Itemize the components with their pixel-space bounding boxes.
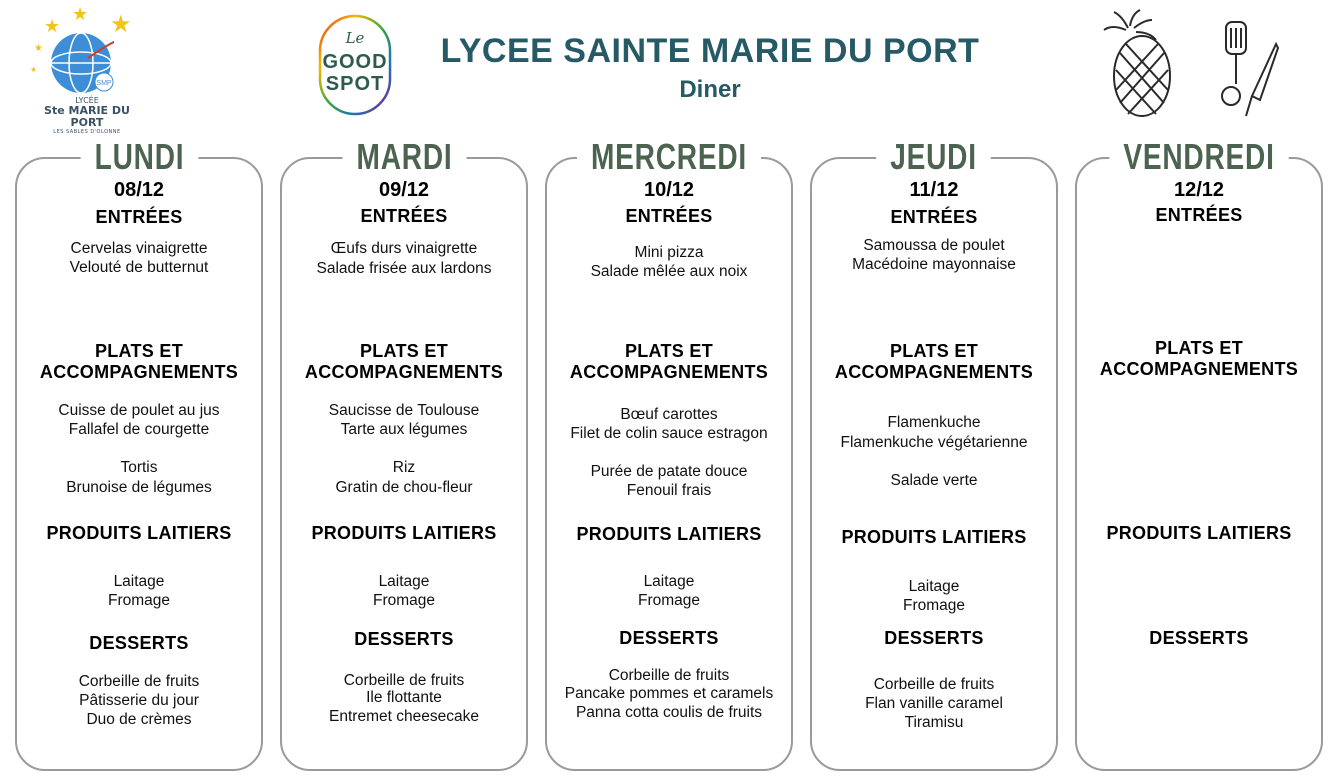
menu-item: Tarte aux légumes <box>340 421 468 438</box>
menu-item: Pancake pommes et caramels <box>564 685 774 702</box>
menu-item: Purée de patate douce <box>590 463 748 480</box>
menu-item: Ile flottante <box>366 689 442 706</box>
menu-item: Flamenkuche végétarienne <box>840 434 1028 451</box>
globe-icon <box>48 30 114 96</box>
menu-item: Tortis <box>120 459 158 476</box>
menu-item: Cervelas vinaigrette <box>70 240 208 257</box>
school-logo-line3: LES SABLES D'OLONNE <box>53 129 121 135</box>
day-card-mardi <box>280 136 528 771</box>
section-plats-line2: ACCOMPAGNEMENTS <box>834 362 1034 382</box>
section-desserts: DESSERTS <box>619 628 719 648</box>
section-plats-line2: ACCOMPAGNEMENTS <box>304 362 504 382</box>
menu-item: Laitage <box>113 573 165 590</box>
menu-item: Mini pizza <box>634 244 704 261</box>
menu-item: Velouté de butternut <box>69 259 209 276</box>
section-entrees: ENTRÉES <box>1155 205 1243 225</box>
menu-item: Brunoise de légumes <box>66 479 212 496</box>
menu-item: Macédoine mayonnaise <box>852 256 1016 273</box>
good-spot-logo <box>317 13 393 117</box>
day-date: 12/12 <box>1173 179 1225 201</box>
school-logo-line2: Ste MARIE DU PORT <box>44 104 130 129</box>
menu-item: Duo de crèmes <box>86 711 192 728</box>
section-desserts: DESSERTS <box>354 629 454 649</box>
menu-item: Saucisse de Toulouse <box>328 402 480 419</box>
menu-item: Salade mêlée aux noix <box>590 263 748 280</box>
section-entrees: ENTRÉES <box>890 207 978 227</box>
good-spot-le: Le <box>345 29 365 47</box>
menu-item: Corbeille de fruits <box>343 672 465 689</box>
menu-item: Fenouil frais <box>626 482 712 499</box>
menu-item: Fromage <box>902 597 966 614</box>
menu-item: Filet de colin sauce estragon <box>570 425 768 442</box>
day-date: 08/12 <box>113 179 165 201</box>
menu-item: Corbeille de fruits <box>608 667 730 684</box>
menu-item: Gratin de chou-fleur <box>335 479 473 496</box>
section-desserts: DESSERTS <box>89 633 189 653</box>
section-plats-line1: PLATS ET <box>889 341 979 361</box>
page-subtitle: Diner <box>679 76 741 103</box>
menu-item: Fallafel de courgette <box>68 421 210 438</box>
menu-item: Entremet cheesecake <box>329 708 479 725</box>
menu-item: Panna cotta coulis de fruits <box>575 704 763 721</box>
day-name: MARDI <box>342 137 466 177</box>
svg-text:SMP: SMP <box>96 80 112 87</box>
page-title: LYCEE SAINTE MARIE DU PORT <box>440 32 980 70</box>
menu-item: Pâtisserie du jour <box>79 692 199 709</box>
menu-item: Fromage <box>107 592 171 609</box>
section-plats-line1: PLATS ET <box>359 341 449 361</box>
school-logo: ★ ★ ★ ★ ★ SMP LYCÉE Ste MARIE DU PORT LES SABLES D'OLONNE <box>28 6 146 128</box>
day-name: VENDREDI <box>1109 137 1288 177</box>
menu-item: Cuisse de poulet au jus <box>58 402 220 419</box>
section-laitiers: PRODUITS LAITIERS <box>576 524 762 544</box>
menu-item: Œufs durs vinaigrette <box>330 240 478 257</box>
day-card-jeudi <box>810 136 1058 771</box>
menu-item: Salade verte <box>890 472 978 489</box>
kitchen-illustration-icon <box>1100 8 1285 126</box>
menu-item: Fromage <box>637 592 701 609</box>
section-plats-line2: ACCOMPAGNEMENTS <box>39 362 239 382</box>
section-desserts: DESSERTS <box>884 628 984 648</box>
good-spot-good: GOOD <box>322 51 388 73</box>
day-card-vendredi <box>1075 136 1323 771</box>
section-plats-line2: ACCOMPAGNEMENTS <box>569 362 769 382</box>
section-laitiers: PRODUITS LAITIERS <box>46 523 232 543</box>
menu-item: Bœuf carottes <box>620 406 718 423</box>
day-date: 10/12 <box>643 179 695 201</box>
menu-item: Salade frisée aux lardons <box>316 260 492 277</box>
day-name: LUNDI <box>80 137 198 177</box>
menu-item: Flan vanille caramel <box>865 695 1003 712</box>
menu-item: Laitage <box>643 573 695 590</box>
menu-item: Corbeille de fruits <box>78 673 200 690</box>
day-card-mercredi <box>545 136 793 771</box>
menu-item: Samoussa de poulet <box>863 237 1005 254</box>
section-laitiers: PRODUITS LAITIERS <box>1106 523 1292 543</box>
menu-item: Riz <box>392 459 416 476</box>
section-plats-line1: PLATS ET <box>1154 338 1244 358</box>
section-plats-line1: PLATS ET <box>624 341 714 361</box>
menu-item: Flamenkuche <box>887 414 981 431</box>
section-entrees: ENTRÉES <box>625 206 713 226</box>
section-entrees: ENTRÉES <box>360 206 448 226</box>
section-laitiers: PRODUITS LAITIERS <box>311 523 497 543</box>
menu-item: Fromage <box>372 592 436 609</box>
day-card-lundi <box>15 136 263 771</box>
section-plats-line2: ACCOMPAGNEMENTS <box>1099 359 1299 379</box>
day-date: 11/12 <box>909 179 959 201</box>
section-laitiers: PRODUITS LAITIERS <box>841 527 1027 547</box>
day-date: 09/12 <box>378 179 430 201</box>
menu-item: Tiramisu <box>904 714 964 731</box>
day-name: MERCREDI <box>577 137 761 177</box>
menu-item: Laitage <box>908 578 960 595</box>
good-spot-spot: SPOT <box>325 73 385 95</box>
menu-item: Laitage <box>378 573 430 590</box>
section-plats-line1: PLATS ET <box>94 341 184 361</box>
section-entrees: ENTRÉES <box>95 207 183 227</box>
menu-item: Corbeille de fruits <box>873 676 995 693</box>
section-desserts: DESSERTS <box>1149 628 1249 648</box>
day-name: JEUDI <box>877 137 992 177</box>
school-logo-line1: LYCÉE <box>75 96 99 105</box>
